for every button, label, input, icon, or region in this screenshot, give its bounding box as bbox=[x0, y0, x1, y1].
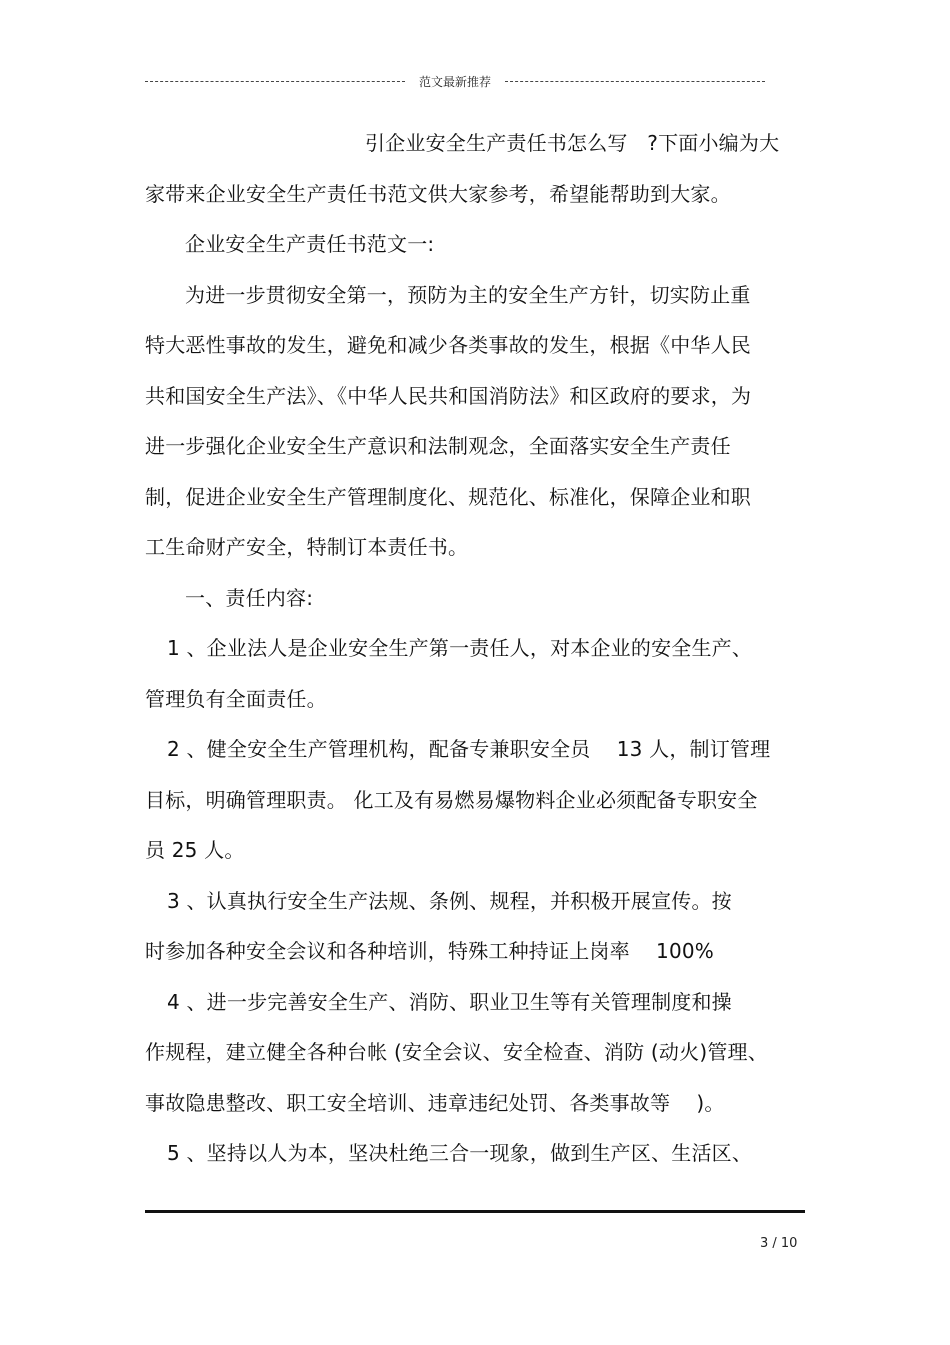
list-item: 2 、健全安全生产管理机构，配备专兼职安全员 13 人，制订管理 bbox=[167, 737, 771, 761]
paragraph-line: 家带来企业安全生产责任书范文供大家参考，希望能帮助到大家。 bbox=[145, 181, 731, 206]
header-dash-left bbox=[145, 81, 405, 82]
paragraph-line: 制，促进企业安全生产管理制度化、规范化、标准化，保障企业和职 bbox=[145, 484, 751, 509]
paragraph-line: 工生命财产安全，特制订本责任书。 bbox=[145, 535, 469, 559]
list-item: 1 、企业法人是企业安全生产第一责任人，对本企业的安全生产、 bbox=[167, 636, 753, 660]
section-heading: 企业安全生产责任书范文一: bbox=[185, 232, 435, 256]
paragraph-line: 特大恶性事故的发生，避免和减少各类事故的发生，根据《中华人民 bbox=[145, 333, 751, 357]
header-dash-right bbox=[505, 81, 765, 82]
paragraph-line: 时参加各种安全会议和各种培训，特殊工种持证上岗率 100% bbox=[145, 939, 715, 963]
paragraph-line: 员 25 人。 bbox=[145, 838, 245, 862]
page-header bbox=[145, 70, 765, 92]
paragraph-line: 事故隐患整改、职工安全培训、违章违纪处罚、各类事故等 )。 bbox=[145, 1090, 725, 1115]
list-item: 5 、坚持以人为本，坚决杜绝三合一现象，做到生产区、生活区、 bbox=[167, 1141, 753, 1165]
footer-rule bbox=[145, 1210, 805, 1213]
list-item: 3 、认真执行安全生产法规、条例、规程，并积极开展宣传。按 bbox=[167, 888, 732, 913]
paragraph-line: 管理负有全面责任。 bbox=[145, 686, 327, 711]
paragraph-line: 目标，明确管理职责。 化工及有易燃易爆物料企业必须配备专职安全 bbox=[145, 787, 758, 812]
paragraph-line: 为进一步贯彻安全第一，预防为主的安全生产方针，切实防止重 bbox=[185, 282, 751, 307]
paragraph-line: 共和国安全生产法》、《中华人民共和国消防法》和区政府的要求，为 bbox=[145, 383, 752, 408]
paragraph-line: 作规程，建立健全各种台帐 (安全会议、安全检查、消防 (动火)管理、 bbox=[145, 1040, 768, 1064]
section-heading: 一、责任内容: bbox=[185, 585, 314, 610]
header-title: 范文最新推荐 bbox=[419, 74, 492, 89]
paragraph-line: 引企业安全生产责任书怎么写 ?下面小编为大 bbox=[365, 131, 780, 155]
paragraph-line: 进一步强化企业安全生产意识和法制观念，全面落实安全生产责任 bbox=[145, 434, 731, 458]
page-number: 3 / 10 bbox=[760, 1236, 798, 1251]
document-body bbox=[145, 118, 810, 1179]
list-item: 4 、进一步完善安全生产、消防、职业卫生等有关管理制度和操 bbox=[167, 989, 732, 1014]
